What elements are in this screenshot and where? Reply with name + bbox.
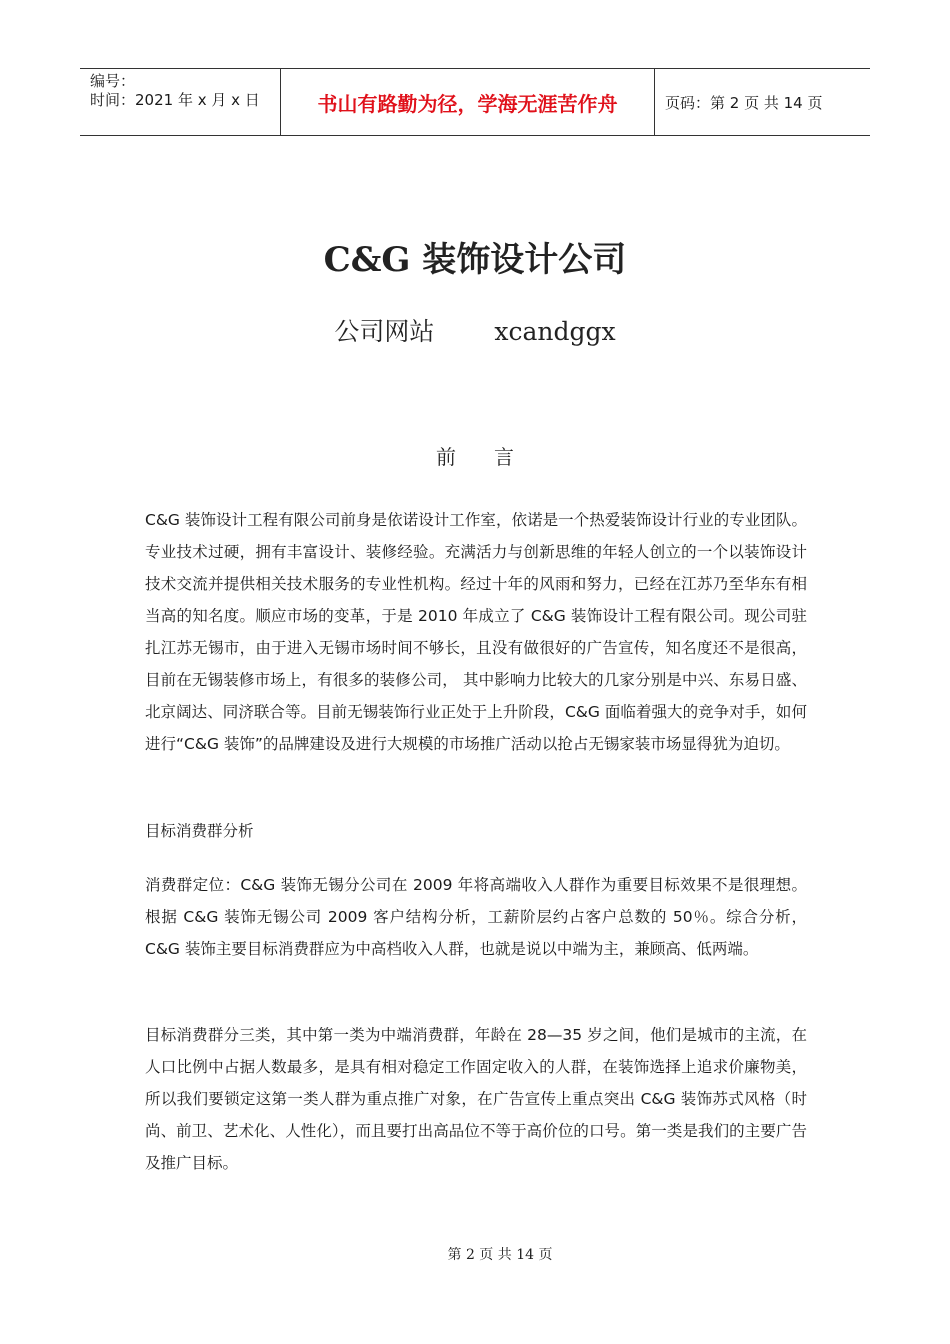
positioning-paragraph: 消费群定位：C&G 装饰无锡分公司在 2009 年将高端收入人群作为重要目标效果不是很理想。根据 C&G 装饰无锡公司 2009 客户结构分析，工薪阶层约占客户总数的 50％。综合分析，C&G 装饰主要目标消费群应为中高档收入人群，也就是说以中端为主，兼顾高、低两端。 xyxy=(145,876,807,958)
header-meta xyxy=(80,69,281,135)
page-footer: 第 2 页 共 14 页 xyxy=(447,1247,553,1263)
website-value: xcandggx xyxy=(494,317,616,346)
intro-paragraph: C&G 装饰设计工程有限公司前身是依诺设计工作室，依诺是一个热爱装饰设计行业的专业团队。专业技术过硬，拥有丰富设计、装修经验。充满活力与创新思维的年轻人创立的一个以装饰设计技术交流并提供相关技术服务的专业性机构。经过十年的风雨和努力，已经在江苏乃至华东有相当高的知名度。顺应市场的变革，于是 2010 年成立了 C&G 装饰设计工程有限公司。现公司驻扎江苏无锡市，由于进入无锡市场时间不够长，且没有做很好的广告宣传，知名度还不是很高，目前在无锡装修市场上，有很多的装修公司， 其中影响力比较大的几家分别是中兴、东易日盛、北京阔达、同济联合等。目前无锡装饰行业正处于上升阶段，C&G 面临着强大的竞争对手，如何进行“C&G 装饰”的品牌建设及进行大规模的市场推广活动以抢占无锡家装市场显得犹为迫切。 xyxy=(145,511,807,753)
page-header xyxy=(80,68,870,136)
company-website-line xyxy=(0,312,950,348)
serial-number-label: 编号： xyxy=(90,72,136,90)
document-title: C&G 装饰设计公司 xyxy=(323,240,627,280)
date-label: 时间：2021 年 x 月 x 日 xyxy=(90,91,260,109)
segments-paragraph: 目标消费群分三类，其中第一类为中端消费群，年龄在 28—35 岁之间，他们是城市的主流，在人口比例中占据人数最多，是具有相对稳定工作固定收入的人群，在装饰选择上追求价廉物美，所以我们要锁定这第一类人群为重点推广对象，在广告宣传上重点突出 C&G 装饰苏式风格（时尚、前卫、艺术化、人性化），而且要打出高品位不等于高价位的口号。第一类是我们的主要广告及推广目标。 xyxy=(145,1026,807,1172)
header-page-info: 页码：第 2 页 共 14 页 xyxy=(665,93,823,112)
target-consumer-heading: 目标消费群分析 xyxy=(145,822,254,840)
header-motto: 书山有路勤为径，学海无涯苦作舟 xyxy=(281,69,655,135)
website-label: 公司网站 xyxy=(334,317,435,346)
preface-heading: 前言 xyxy=(436,445,552,469)
